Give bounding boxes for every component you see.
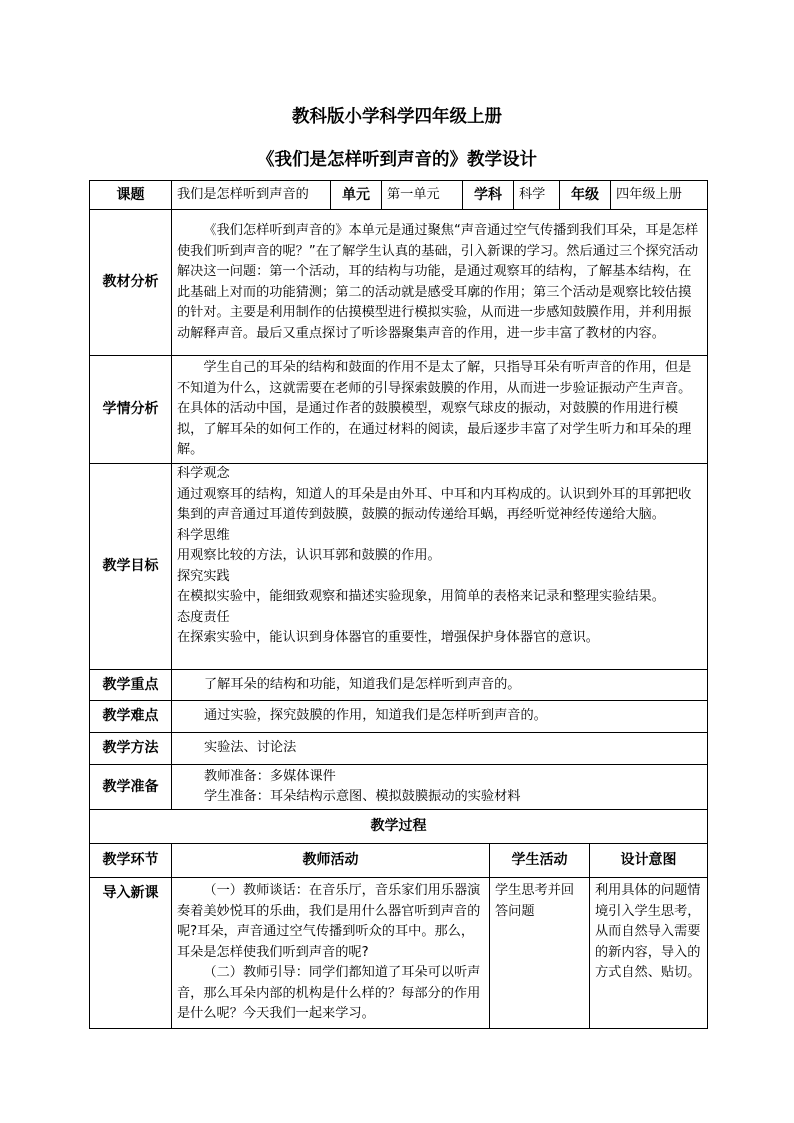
key-points-row [90, 670, 708, 701]
material-analysis-row [90, 210, 708, 356]
info-row [90, 181, 708, 210]
grade-value: 四年级上册 [611, 181, 708, 210]
document-title: 教科版小学科学四年级上册 [292, 107, 502, 127]
preparation-label: 教学准备 [90, 765, 172, 810]
goal-category-attitude: 态度责任 [177, 609, 230, 625]
unit-value: 第一单元 [382, 181, 463, 210]
process-header-row [90, 844, 708, 878]
student-analysis-row [90, 356, 708, 464]
teaching-goals-label: 教学目标 [90, 464, 172, 670]
preparation-content [172, 765, 708, 810]
goal-text-practice: 在模拟实验中，能细致观察和描述实验现象，用简单的表格来记录和整理实验结果。 [177, 589, 665, 604]
difficulties-text: 通过实验，探究鼓膜的作用，知道我们是怎样听到声音的。 [172, 701, 708, 733]
goal-text-concept: 通过观察耳的结构，知道人的耳朵是由外耳、中耳和内耳构成的。认识到外耳的耳郭把收集到的声音通过耳道传到鼓膜，鼓膜的振动传递给耳蜗，再经听觉神经传递给大脑。 [177, 486, 692, 522]
difficulties-row [90, 701, 708, 733]
goal-category-practice: 探究实践 [177, 568, 230, 584]
topic-value: 我们是怎样听到声音的 [172, 181, 331, 210]
lesson-info-table [89, 180, 708, 810]
process-title: 教学过程 [90, 810, 708, 844]
difficulties-label: 教学难点 [90, 701, 172, 733]
topic-label: 课题 [90, 181, 172, 210]
student-analysis-label: 学情分析 [90, 356, 172, 464]
goal-text-thinking: 用观察比较的方法，认识耳郭和鼓膜的作用。 [177, 548, 441, 563]
table-row [90, 878, 708, 1029]
subject-value: 科学 [514, 181, 560, 210]
unit-label: 单元 [331, 181, 382, 210]
goal-text-attitude: 在探索实验中，能认识到身体器官的重要性，增强保护身体器官的意识。 [177, 630, 599, 645]
student-activity-cell: 学生思考并回答问题 [490, 878, 590, 1029]
header-stage: 教学环节 [90, 844, 172, 878]
preparation-row [90, 765, 708, 810]
header-design-intent: 设计意图 [590, 844, 708, 878]
teacher-activity-paragraph: （一）教师谈话：在音乐厅，音乐家们用乐器演奏着美妙悦耳的乐曲，我们是用什么器官听到声音的呢?耳朵，声音通过空气传播到听众的耳中。那么，耳朵是怎样使我们听到声音的呢? [177, 883, 481, 960]
document-subtitle: 《我们是怎样听到声音的》教学设计 [257, 150, 537, 170]
student-preparation: 学生准备：耳朵结构示意图、模拟鼓膜振动的实验材料 [204, 789, 521, 804]
teacher-preparation: 教师准备：多媒体课件 [204, 768, 336, 784]
goal-category-concept: 科学观念 [177, 466, 230, 481]
material-analysis-text: 《我们怎样听到声音的》本单元是通过聚焦“声音通过空气传播到我们耳朵，耳是怎样使我们听到声音的呢？”在了解学生认真的基础，引入新课的学习。然后通过三个探究活动解决这一问题：第一个活动，耳的结构与功能，是通过观察耳的结构，了解基本结构，在此基础上对而的功能猜测；第二的活动就是感受耳廓的作用；第三个活动是观察比较估摸的针对。主要是利用制作的估摸模型进行模拟实验，从而进一步感知鼓膜作用，并利用振动解释声音。最后又重点探讨了听诊器聚集声音的作用，进一步丰富了教材的内容。 [172, 210, 708, 356]
process-title-row [90, 810, 708, 844]
teacher-activity-cell [172, 878, 490, 1029]
teacher-activity-paragraph: （二）教师引导：同学们都知道了耳朵可以听声音，那么耳朵内部的机构是什么样的？每部分的作用是什么呢？今天我们一起来学习。 [177, 965, 481, 1021]
subject-label: 学科 [463, 181, 514, 210]
design-intent-cell: 利用具体的问题情境引入学生思考，从而自然导入需要的新内容，导入的方式自然、贴切。 [590, 878, 708, 1029]
grade-label: 年级 [560, 181, 611, 210]
methods-label: 教学方法 [90, 733, 172, 765]
stage-cell: 导入新课 [90, 878, 172, 1029]
methods-row [90, 733, 708, 765]
teaching-goals-content [172, 464, 708, 670]
goal-category-thinking: 科学思维 [177, 527, 230, 543]
key-points-text: 了解耳朵的结构和功能，知道我们是怎样听到声音的。 [172, 670, 708, 701]
key-points-label: 教学重点 [90, 670, 172, 701]
header-student-activity: 学生活动 [490, 844, 590, 878]
methods-text: 实验法、讨论法 [172, 733, 708, 765]
header-teacher-activity: 教师活动 [172, 844, 490, 878]
teaching-goals-row [90, 464, 708, 670]
material-analysis-label: 教材分析 [90, 210, 172, 356]
student-analysis-text: 学生自己的耳朵的结构和鼓面的作用不是太了解，只指导耳朵有听声音的作用，但是不知道为什么，这就需要在老师的引导探索鼓膜的作用，从而进一步验证振动产生声音。在具体的活动中国，是通过作者的鼓膜模型，观察气球皮的振动，对鼓膜的作用进行模拟，了解耳朵的如何工作的，在通过材料的阅读，最后逐步丰富了对学生听力和耳朵的理解。 [172, 356, 708, 464]
teaching-process-table [89, 809, 708, 1029]
